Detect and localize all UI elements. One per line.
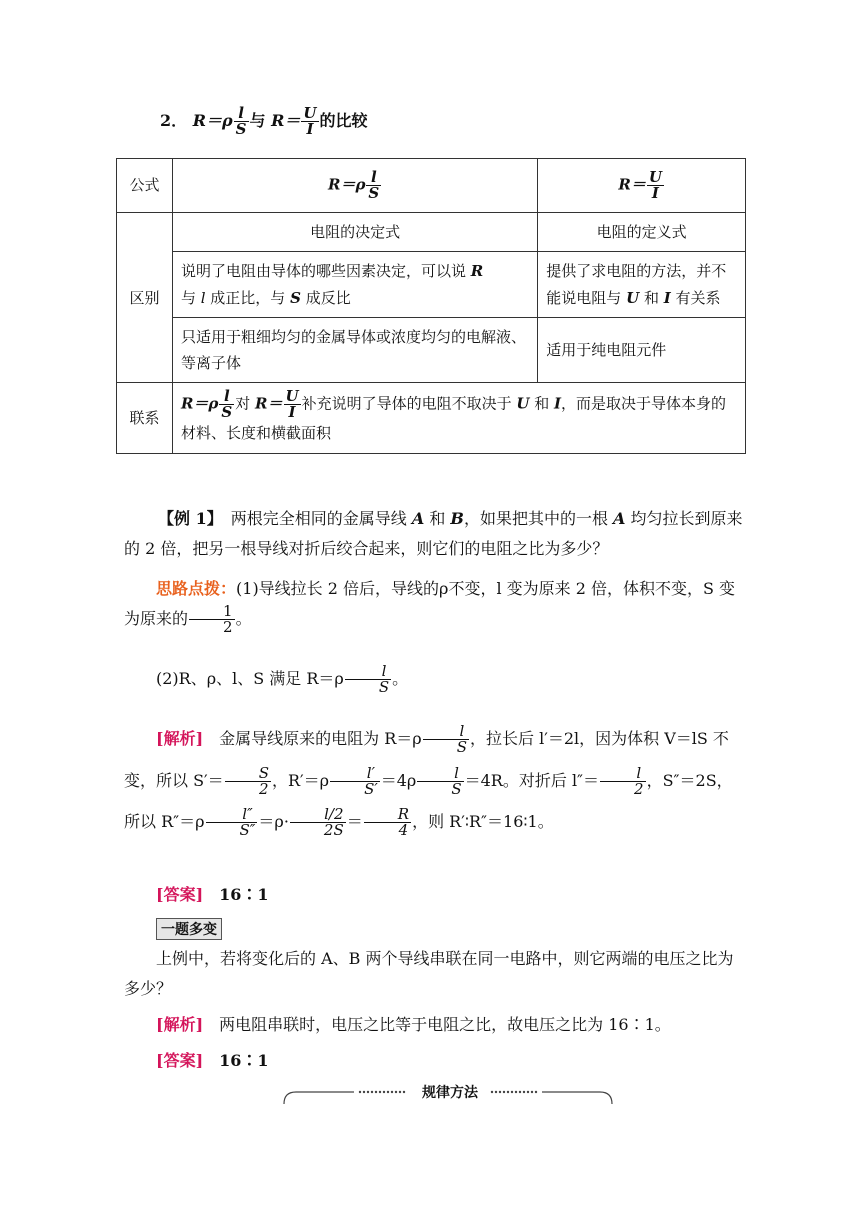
cell-formula-a [172, 159, 537, 213]
heading-f1-fraction [234, 106, 249, 137]
variant-question-text: 上例中，若将变化后的 A、B 两个导线串联在同一电路中，则它两端的电压之比为多少？ [124, 949, 734, 999]
var: l [200, 288, 206, 307]
heading-f2-eq: ＝ [284, 111, 301, 130]
variant-tag-label: 一题多变 [156, 918, 222, 940]
cell-diff-header-b: 电阻的定义式 [538, 213, 746, 252]
frac-den: S [235, 120, 247, 138]
formula-eq: ＝ρ [340, 175, 366, 194]
frac-num: l [459, 722, 465, 740]
text: 金属导线原来的电阻为 R＝ρ [203, 729, 422, 748]
fraction [345, 664, 391, 695]
text: ，而是取决于导体本身的材料、长度和横截面积 [180, 394, 727, 443]
cell-link [172, 383, 745, 453]
answer-value: 16∶1 [203, 885, 269, 904]
frac-num: U [648, 168, 662, 186]
fraction [330, 763, 380, 798]
frac-den: S [423, 739, 469, 755]
text: ＝4ρ [380, 770, 417, 790]
text: ，S″＝2S，所以 R″＝ρ [124, 770, 733, 832]
variant-answer [124, 1046, 744, 1076]
text: (2)R、ρ、l、S 满足 R＝ρ [156, 669, 344, 688]
heading-number: 2． [160, 111, 188, 130]
frac-num: l [381, 662, 387, 680]
formula-fraction [284, 389, 301, 420]
fraction [290, 807, 346, 838]
text: 均匀拉长到原来的 2 倍，把另一根导线对折后绞合起来，则它们的电阻之比为多少？ [124, 509, 743, 559]
frac-den: S′ [330, 781, 380, 797]
var: R [180, 394, 194, 413]
frac-num: 1 [223, 602, 233, 621]
text: ，R′＝ρ [271, 770, 330, 790]
table-row-diff-2 [117, 317, 746, 383]
frac-num: R [397, 805, 410, 824]
cell-link-label: 联系 [117, 383, 173, 453]
fraction [417, 763, 463, 798]
var: R [470, 262, 484, 281]
text: 与 [180, 288, 201, 307]
section-heading [160, 106, 368, 137]
var: S [290, 288, 301, 307]
hint-tag: 思路点拨： [156, 579, 237, 598]
cell-diff-1a [172, 252, 537, 318]
frac-num: l [223, 387, 230, 406]
table-row-diff-header [117, 213, 746, 252]
text: 说明了电阻由导体的哪些因素决定，可以说 [180, 262, 471, 281]
frac-den: S [368, 184, 380, 202]
var: A [613, 509, 626, 528]
frac-num: U [303, 104, 317, 122]
frac-den: I [647, 185, 664, 201]
cell-diff-header-a: 电阻的决定式 [172, 213, 537, 252]
frac-den: 2 [189, 619, 235, 635]
formula-fraction [647, 170, 664, 201]
frac-num: l″ [242, 805, 253, 824]
text: (1)导线拉长 2 倍后，导线的ρ不变，l 变为原来 2 倍，体积不变，S 变为原来的 [124, 579, 736, 629]
formula-lhs: R [618, 175, 631, 194]
heading-f2-lhs: R [271, 111, 285, 130]
formula-lhs: R [327, 175, 341, 194]
table-row-formula [117, 159, 746, 213]
comparison-table [116, 158, 746, 454]
cell-diff-2a: 只适用于粗细均匀的金属导体或浓度均匀的电解液、等离子体 [172, 317, 537, 383]
frac-num: S [258, 763, 269, 782]
frac-num: l′ [366, 763, 375, 782]
frac-num: l [636, 763, 642, 782]
var: I [663, 288, 671, 307]
variant-question [124, 944, 744, 1005]
text: 和 [529, 394, 555, 413]
fraction [206, 807, 258, 838]
text: ＝4R。对折后 l″＝ [464, 770, 600, 790]
fraction-half [189, 604, 235, 635]
formula-eq: ＝ρ [193, 394, 219, 413]
hint-2 [124, 664, 744, 695]
frac-num: l [238, 104, 244, 122]
var: A [411, 509, 425, 528]
text: 成反比 [300, 288, 351, 307]
fraction [423, 724, 469, 755]
solution-tag: [解析] [156, 1015, 204, 1034]
frac-den: S [221, 403, 233, 422]
example-tag: 【例 1】 [158, 509, 215, 528]
frac-num: U [285, 387, 299, 406]
cell-formula-b [538, 159, 746, 213]
frac-den: 2S [290, 822, 346, 838]
var: R [255, 394, 268, 413]
text: ，如果把其中的一根 [463, 509, 614, 528]
cell-diff-label: 区别 [117, 213, 173, 383]
fraction [225, 763, 271, 798]
frac-den: S″ [206, 822, 258, 838]
text: 对 [235, 394, 256, 413]
formula-fraction [219, 389, 234, 420]
frac-den: I [284, 404, 301, 420]
frac-num: l/2 [324, 805, 344, 824]
table-row-diff-1 [117, 252, 746, 318]
frac-den: I [301, 121, 318, 137]
frac-den: S [417, 781, 463, 797]
fraction [364, 807, 411, 838]
cell-diff-1b [538, 252, 746, 318]
heading-conj: 与 [249, 111, 266, 130]
frac-num: l [370, 168, 377, 186]
cell-diff-2b: 适用于纯电阻元件 [538, 317, 746, 383]
heading-tail: 的比较 [319, 111, 368, 130]
text: 提供了求电阻的方法，并不能说电阻与 [546, 262, 727, 307]
text: ＝ρ· [258, 812, 289, 832]
text: ，拉长后 l′＝2l，因为体积 V＝lS 不变，所以 S′＝ [124, 729, 729, 790]
hint-1 [124, 574, 744, 635]
answer-1 [124, 880, 744, 910]
fraction [600, 763, 646, 798]
formula-fraction [366, 170, 381, 201]
variant-tag [156, 918, 222, 940]
frac-den: S [345, 679, 391, 695]
text: 两根完全相同的金属导线 [214, 509, 412, 528]
text: 和 [424, 509, 451, 528]
frac-den: 4 [364, 822, 411, 838]
text: 两电阻串联时，电压之比等于电阻之比，故电压之比为 16∶1。 [203, 1015, 671, 1034]
solution [124, 718, 744, 843]
var: U [516, 394, 530, 413]
text: 和 [639, 288, 664, 307]
text: ＝ [346, 812, 363, 832]
text: ，则 R′∶R″＝16∶1。 [412, 812, 554, 832]
table-row-link [117, 383, 746, 453]
formula-eq: ＝ [267, 394, 283, 413]
heading-f2-fraction [301, 106, 318, 137]
formula-eq: ＝ [630, 175, 646, 194]
text: 补充说明了导体的电阻不取决于 [301, 394, 517, 413]
answer-tag: [答案] [156, 885, 204, 904]
var: I [554, 394, 562, 413]
frac-den: 2 [225, 781, 271, 797]
text: 。 [392, 669, 409, 688]
answer-value: 16∶1 [203, 1051, 269, 1070]
variant-solution [124, 1010, 744, 1040]
cell-formula-label: 公式 [117, 159, 173, 213]
footer-section-label [280, 1080, 616, 1106]
heading-f1-eq: ＝ρ [206, 111, 233, 130]
heading-f1-lhs: R [192, 111, 207, 130]
frac-den: 2 [600, 781, 646, 797]
frac-num: l [454, 763, 459, 782]
text: 。 [235, 609, 252, 629]
text: 有关系 [670, 288, 721, 307]
solution-tag: [解析] [156, 729, 204, 748]
text: 成正比，与 [205, 288, 291, 307]
var: U [626, 288, 640, 307]
example-1 [124, 504, 744, 565]
var: B [450, 509, 464, 528]
footer-label: 规律方法 [422, 1085, 478, 1101]
answer-tag: [答案] [156, 1051, 204, 1070]
